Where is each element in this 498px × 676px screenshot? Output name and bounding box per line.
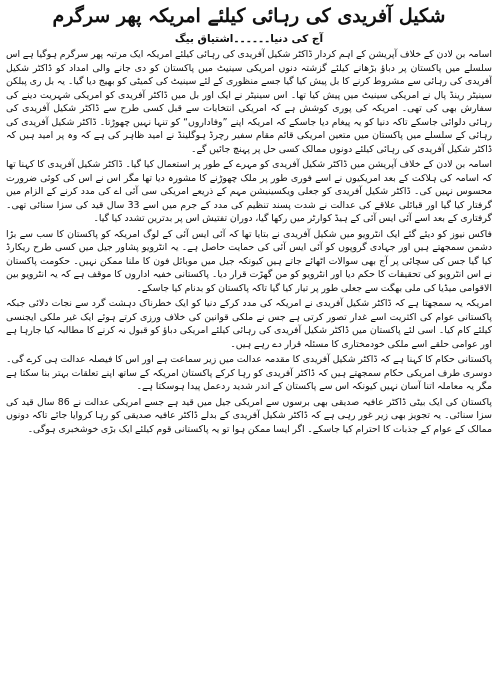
article-paragraph: اسامہ بن لادن کے خلاف آپریشن میں ڈاکٹر شکیل آفریدی کو مہرے کے طور پر استعمال کیا گیا۔ ڈاکٹر شکیل آفریدی کا کہنا تھا کہ اسامہ کی ہلاکت کے بعد امریکیوں نے اسے فوری طور پر ملک چھوڑنے کا مشورہ دیا تھا مگر اس نے اس کی کوئی ضرورت محسوس نہیں کی۔ ڈاکٹر شکیل آفریدی کو جعلی ویکسینیشن مہم کے ذریعے امریکی سی آئی اے کی مدد کرنے کے الزام میں گرفتار کیا گیا اور قبائلی علاقے کی عدالت نے شدت پسند تنظیم کی مدد کے جرم میں اسے 33 سال قید کی سزا سنائی تھی۔ گرفتاری کے بعد اسے آئی ایس آئی کے ہیڈ کوارٹر میں رکھا گیا، دوران تفتیش اس پر بدترین تشدد کیا گیا۔	[6, 159, 492, 224]
article-paragraph: پاکستانی حکام کا کہنا ہے کہ ڈاکٹر شکیل آفریدی کا مقدمہ عدالت میں زیر سماعت ہے اور اس کا فیصلہ عدالت ہی کرے گی۔ دوسری طرف امریکی حکام سمجھتے ہیں کہ ڈاکٹر آفریدی کو رہا کرکے پاکستان امریکہ کے ساتھ اپنے تعلقات بہتر بنا سکتا ہے مگر یہ معاملہ اتنا آسان نہیں کیونکہ اس سے پاکستان کے اندر شدید ردعمل پیدا ہوسکتا ہے۔	[6, 354, 492, 392]
article-byline: آج کی دنیا۔۔۔۔۔۔اشتیاق بیگ	[174, 33, 324, 45]
article-body	[6, 48, 492, 436]
article-paragraph: امریکہ یہ سمجھتا ہے کہ ڈاکٹر شکیل آفریدی نے امریکہ کی مدد کرکے دنیا کو ایک خطرناک دہشت گرد سے نجات دلائی جبکہ پاکستانی عوام کی اکثریت اسے غدار تصور کرتی ہے جس نے ملکی قوانین کی خلاف ورزی کرتے ہوئے ایک غیر ملکی ایجنسی کیلئے کام کیا۔ اسی لئے پاکستان میں ڈاکٹر شکیل آفریدی کی رہائی کیلئے امریکی دباؤ کو قبول نہ کرنے کا مطالبہ کیا جارہا ہے اور عوامی حلقے اسے ملکی خودمختاری کا مسئلہ قرار دے رہے ہیں۔	[6, 298, 492, 350]
article-paragraph: فاکس نیوز کو دیئے گئے ایک انٹرویو میں شکیل آفریدی نے بتایا تھا کہ آئی ایس آئی کے لوگ امریکہ کو پاکستان کا سب سے بڑا دشمن سمجھتے ہیں اور جہادی گروپوں کو آئی ایس آئی کی حمایت حاصل ہے۔ یہ انٹرویو پشاور جیل میں کسی طرح ریکارڈ کیا گیا جس کی سچائی پر آج بھی سوالات اٹھائے جاتے ہیں کیونکہ جیل میں موبائل فون کا ملنا ممکن نہیں۔ حکومت پاکستان نے اس انٹرویو کی تحقیقات کا حکم دیا اور انٹرویو کو من گھڑت قرار دیا۔ پاکستانی خفیہ اداروں کا موقف ہے کہ یہ انٹرویو بین الاقوامی میڈیا کی ملی بھگت سے جعلی طور پر تیار کیا گیا تاکہ پاکستان کو بدنام کیا جاسکے۔	[6, 228, 492, 294]
article-headline: شکیل آفریدی کی رہائی کیلئے امریکہ پھر سرگرم	[52, 5, 446, 27]
article-paragraph: اسامہ بن لادن کے خلاف آپریشن کے اہم کردار ڈاکٹر شکیل آفریدی کی رہائی کیلئے امریکہ ایک مرتبہ پھر سرگرم ہوگیا ہے اس سلسلے میں پاکستان پر دباؤ بڑھانے کیلئے گزشتہ دنوں امریکی سینیٹ میں پاکستان کو دی جانے والی امداد کو ڈاکٹر شکیل آفریدی کی رہائی سے مشروط کرنے کا بل پیش کیا گیا جسے منظوری کے لئے سینیٹ کی کمیٹی کو بھیج دیا گیا۔ یہ بل ری پبلکن سینیٹر رینڈ پال نے امریکی سینیٹ میں پیش کیا تھا۔ اس سینیٹر نے ایک اور بل میں ڈاکٹر آفریدی کو امریکی شہریت دینے کی سفارش بھی کی تھی۔ امریکہ کی پوری کوشش ہے کہ امریکی انتخابات سے قبل کسی طرح سے ڈاکٹر شکیل آفریدی کی رہائی دلوائی جاسکے تاکہ دنیا کو یہ پیغام دیا جاسکے کہ امریکہ اپنے ”وفاداروں“ کو تنہا نہیں چھوڑتا۔ ڈاکٹر شکیل آفریدی کی رہائی کے سلسلے میں پاکستان میں متعین امریکی قائم مقام سفیر رچرڈ ہوگلینڈ نے امید ظاہر کی ہے کہ وہ پر امید ہیں کہ ڈاکٹر شکیل آفریدی کی رہائی کیلئے دونوں ممالک کسی حل پر پہنچ جائیں گے۔	[6, 49, 492, 155]
article-paragraph: پاکستان کی ایک بیٹی ڈاکٹر عافیہ صدیقی بھی برسوں سے امریکی جیل میں قید ہے جسے امریکی عدالت نے 86 سال قید کی سزا سنائی۔ یہ تجویز بھی زیر غور رہی ہے کہ ڈاکٹر شکیل آفریدی کے بدلے ڈاکٹر عافیہ صدیقی کو رہا کروایا جائے تاکہ دونوں ممالک کے عوام کے جذبات کا احترام کیا جاسکے۔ اگر ایسا ممکن ہوا تو یہ پاکستانی قوم کیلئے ایک بڑی خوشخبری ہوگی۔	[6, 396, 492, 435]
